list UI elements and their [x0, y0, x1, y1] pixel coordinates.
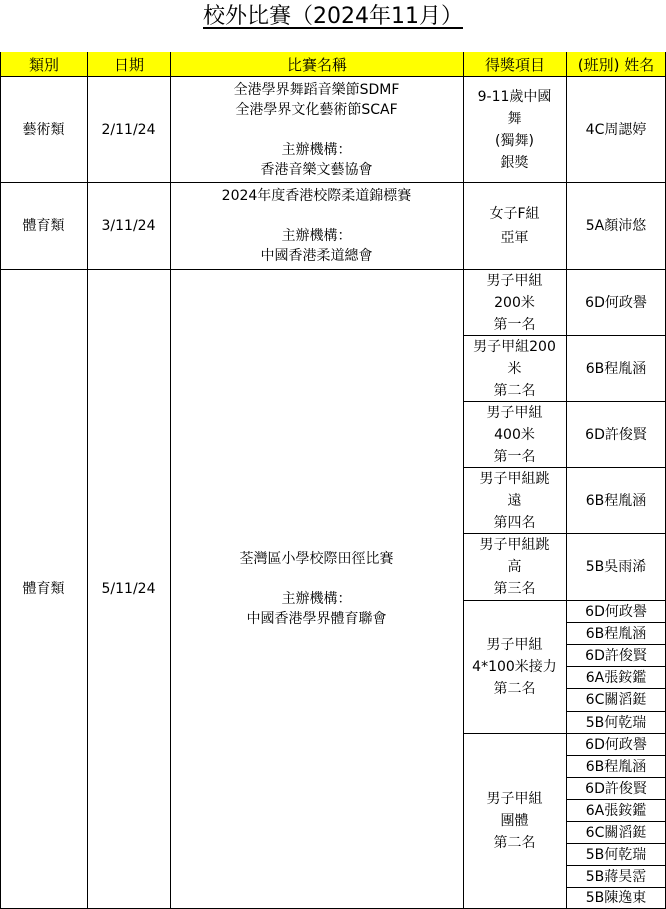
- page-title: 校外比賽（2024年11月）: [203, 4, 463, 29]
- student-long-jump-fourth: 6B程胤涵: [585, 492, 647, 509]
- row3-date: 5/11/24: [101, 581, 156, 597]
- team-student: 6A張銨鑑: [585, 802, 647, 819]
- relay-student: 6D許俊賢: [585, 647, 647, 664]
- team-student: 5B陳逸東: [585, 890, 647, 906]
- relay-student: 6D何政譽: [585, 603, 647, 620]
- award-relay-second: 男子甲組 4*100米接力 第二名: [472, 637, 557, 697]
- award-200m-first: 男子甲組 200米 第一名: [486, 272, 543, 333]
- award-high-jump-third: 男子甲組跳 高 第三名: [479, 537, 550, 597]
- relay-student: 6C關滔鋌: [585, 692, 647, 708]
- award-400m-first: 男子甲組 400米 第一名: [486, 404, 543, 465]
- student-400m-first: 6D許俊賢: [585, 426, 647, 443]
- team-student: 6D何政譽: [585, 736, 647, 753]
- award-long-jump-fourth: 男子甲組跳 遠 第四名: [479, 470, 550, 531]
- student-200m-second: 6B程胤涵: [585, 360, 647, 377]
- relay-student: 5B何乾瑞: [585, 714, 647, 731]
- row1-category: 藝術類: [22, 121, 65, 138]
- header-date: 日期: [88, 52, 170, 76]
- row3-category: 體育類: [22, 581, 65, 597]
- row1-award: 9-11歲中國 舞 (獨舞) 銀獎: [477, 88, 552, 171]
- row2-event: 2024年度香港校際柔道錦標賽 主辦機構： 中國香港柔道總會: [221, 188, 412, 264]
- team-student: 6B程胤涵: [585, 758, 647, 775]
- header-award: 得獎項目: [464, 52, 566, 76]
- team-student: 5B蔣昊霑: [585, 868, 647, 885]
- header-event: 比賽名稱: [171, 52, 463, 76]
- header-student: (班別) 姓名: [567, 52, 665, 76]
- student-200m-first: 6D何政譽: [585, 294, 647, 311]
- award-team-second: 男子甲組 團體 第二名: [486, 791, 543, 851]
- awards-table: [0, 34, 666, 909]
- team-student: 6D許俊賢: [585, 780, 647, 797]
- relay-student: 6A張銨鑑: [585, 669, 647, 686]
- student-high-jump-third: 5B吳雨浠: [585, 559, 647, 575]
- row2-date: 3/11/24: [101, 218, 156, 234]
- row3-event: 荃灣區小學校際田徑比賽 主辦機構： 中國香港學界體育聯會: [239, 551, 394, 627]
- team-student: 6C關滔鋌: [585, 824, 647, 841]
- header-category: 類別: [1, 52, 87, 76]
- row2-award: 女子F組 亞軍: [489, 206, 540, 246]
- team-student: 5B何乾瑞: [585, 846, 647, 863]
- relay-student: 6B程胤涵: [585, 625, 647, 642]
- row1-date: 2/11/24: [101, 121, 156, 138]
- row2-category: 體育類: [22, 218, 65, 234]
- row1-event: 全港學界舞蹈音樂節SDMF 全港學界文化藝術節SCAF 主辦機構： 香港音樂文藝協會: [233, 81, 400, 178]
- award-200m-second: 男子甲組200 米 第二名: [473, 338, 556, 399]
- row1-student: 4C周諰婷: [585, 121, 647, 138]
- row2-student: 5A顏沛悠: [585, 218, 647, 234]
